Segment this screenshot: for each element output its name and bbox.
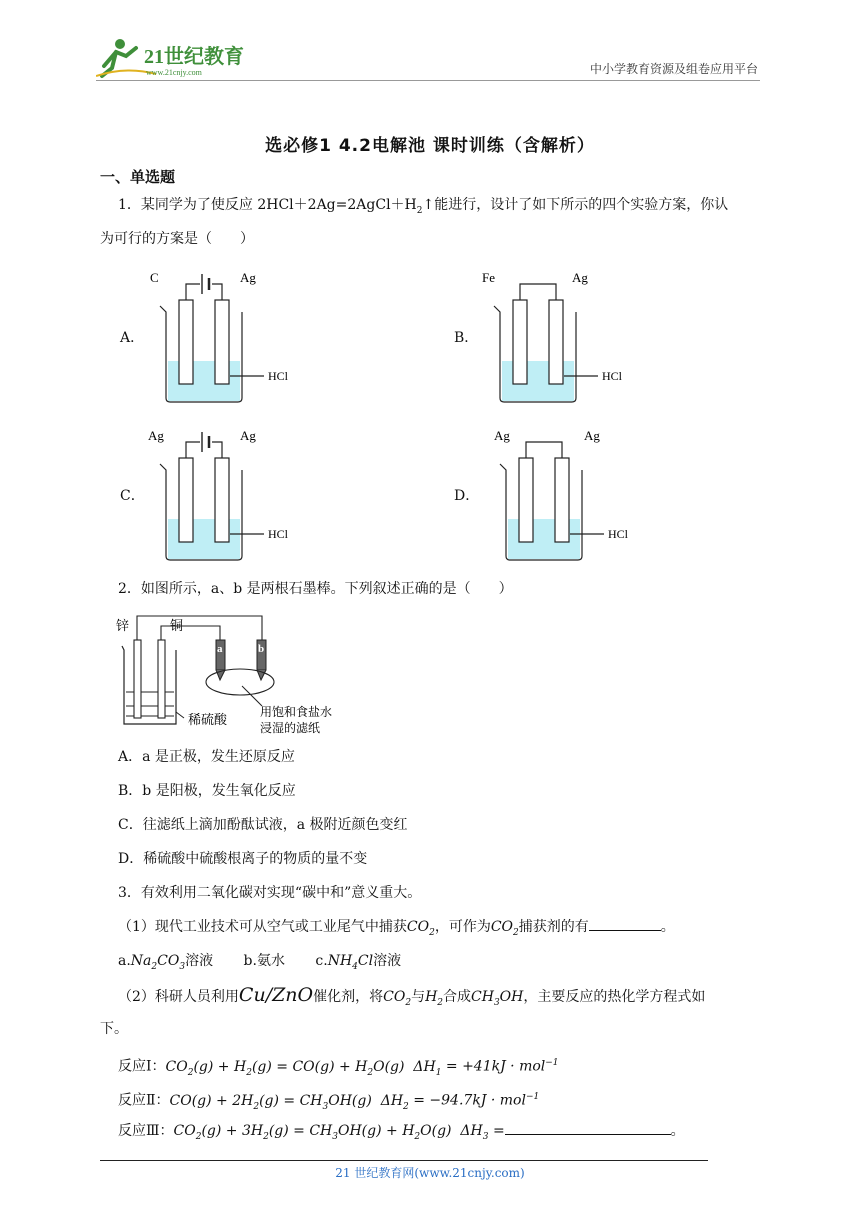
section-heading: 一、单选题 <box>100 168 176 186</box>
q2-option-b: B．b 是阳极，发生氧化反应 <box>118 783 296 799</box>
beaker-diagram-d <box>486 420 646 570</box>
wire-zinc-to-b <box>137 616 262 640</box>
battery-icon <box>202 274 209 294</box>
answer-blank-2[interactable] <box>505 1120 671 1135</box>
q3-part2: （2）科研人员利用Cu/ZnO催化剂，将$CO_2$与$H_2$合成$CH_3OH$，主要反应的热化学方程式如 <box>118 984 706 1008</box>
q2-option-d: D．稀硫酸中硫酸根离子的物质的量不变 <box>118 851 368 867</box>
q3-part1: （1）现代工业技术可从空气或工业尾气中捕获$CO_2$，可作为$CO_2$捕获剂的有 。 <box>118 916 675 944</box>
left-electrode-label: C <box>150 270 159 285</box>
solution-label: HCl <box>268 527 289 541</box>
q3-stem: 3．有效利用二氧化碳对实现“碳中和”意义重大。 <box>118 885 422 901</box>
right-electrode-label: Ag <box>240 428 256 443</box>
q2-option-c: C．往滤纸上滴加酚酞试液，a 极附近颜色变红 <box>118 817 408 833</box>
logo-text: 21世纪教育 <box>144 46 244 68</box>
page-title: 选必修1 4.2电解池 课时训练（含解析） <box>265 136 595 156</box>
q1-option-a-label: A． <box>120 330 145 346</box>
beaker-diagram-c <box>146 420 306 570</box>
answer-blank-1[interactable] <box>589 916 661 931</box>
paper-label-1: 用饱和食盐水 <box>260 705 333 719</box>
reaction-1: 反应Ⅰ：$CO_2(g) + H_2(g) = CO(g) + H_2O(g) \Delta H_1 = +41kJ \cdot mol^{-1}$ <box>118 1058 559 1078</box>
logo-url: www.21cnjy.com <box>146 68 202 77</box>
header-platform-text: 中小学教育资源及组卷应用平台 <box>589 62 758 76</box>
q3-choices: $a.Na_2CO_3$溶液 b.氨水 $c.NH_4Cl$溶液 <box>118 953 402 972</box>
solution-label: HCl <box>268 369 289 383</box>
header-divider <box>96 80 760 81</box>
right-electrode-label: Ag <box>572 270 588 285</box>
right-electrode-label: Ag <box>240 270 256 285</box>
left-electrode-label: Ag <box>148 428 164 443</box>
electrode-right <box>215 300 229 384</box>
electrode-right <box>549 300 563 384</box>
electrode-left <box>179 458 193 542</box>
reaction-3: 反应Ⅲ：$CO_2(g) + 3H_2(g) = CH_3OH(g) + H_2O(g) \Delta H_3$ = 。 <box>118 1120 685 1148</box>
connecting-wire <box>526 442 562 458</box>
q1-stem-line1: 1．某同学为了使反应 $2HCl+2Ag=2AgCl+H_2↑$能进行，设计了如下所示的四个实验方案，你认 <box>118 197 729 216</box>
acid-label: 稀硫酸 <box>188 712 228 727</box>
electrode-right <box>555 458 569 542</box>
q1-option-d-label: D． <box>454 488 480 504</box>
electrode-right <box>215 458 229 542</box>
electrode-left <box>519 458 533 542</box>
q2-diagram <box>112 606 372 742</box>
right-electrode-label: Ag <box>584 428 600 443</box>
q1-option-b-label: B． <box>454 330 479 346</box>
left-electrode-label: Fe <box>482 270 495 285</box>
solution-label: HCl <box>608 527 629 541</box>
copper-label: 铜 <box>170 618 184 633</box>
zinc-electrode <box>134 640 141 718</box>
reaction-2: 反应Ⅱ：$CO(g) + 2H_2(g) = CH_3OH(g) \Delta H_2 = -94.7kJ \cdot mol^{-1}$ <box>118 1092 540 1112</box>
q1-option-c-label: C． <box>120 488 145 504</box>
site-logo <box>96 36 266 80</box>
copper-electrode <box>158 640 165 718</box>
rod-b-label: b <box>258 643 265 655</box>
electrode-left <box>179 300 193 384</box>
filter-paper <box>206 669 274 695</box>
footer-divider <box>100 1160 708 1161</box>
q2-option-a: A．a 是正极，发生还原反应 <box>118 749 295 765</box>
q3-part2-line2: 下。 <box>100 1021 128 1037</box>
zinc-label: 锌 <box>116 618 130 633</box>
solution-label: HCl <box>602 369 623 383</box>
battery-icon <box>202 432 209 452</box>
beaker-diagram-b <box>480 262 640 412</box>
connecting-wire <box>520 284 556 300</box>
q1-stem-line2: 为可行的方案是（ ） <box>100 231 254 247</box>
rod-a-label: a <box>217 643 223 655</box>
q2-stem: 2．如图所示，a、b 是两根石墨棒。下列叙述正确的是（ ） <box>118 581 513 597</box>
acid-beaker <box>122 646 176 724</box>
left-electrode-label: Ag <box>494 428 510 443</box>
beaker-diagram-a <box>146 262 306 412</box>
footer-link[interactable]: 21 世纪教育网(www.21cnjy.com) <box>335 1166 525 1180</box>
electrode-left <box>513 300 527 384</box>
paper-label-2: 浸湿的滤纸 <box>260 721 321 735</box>
